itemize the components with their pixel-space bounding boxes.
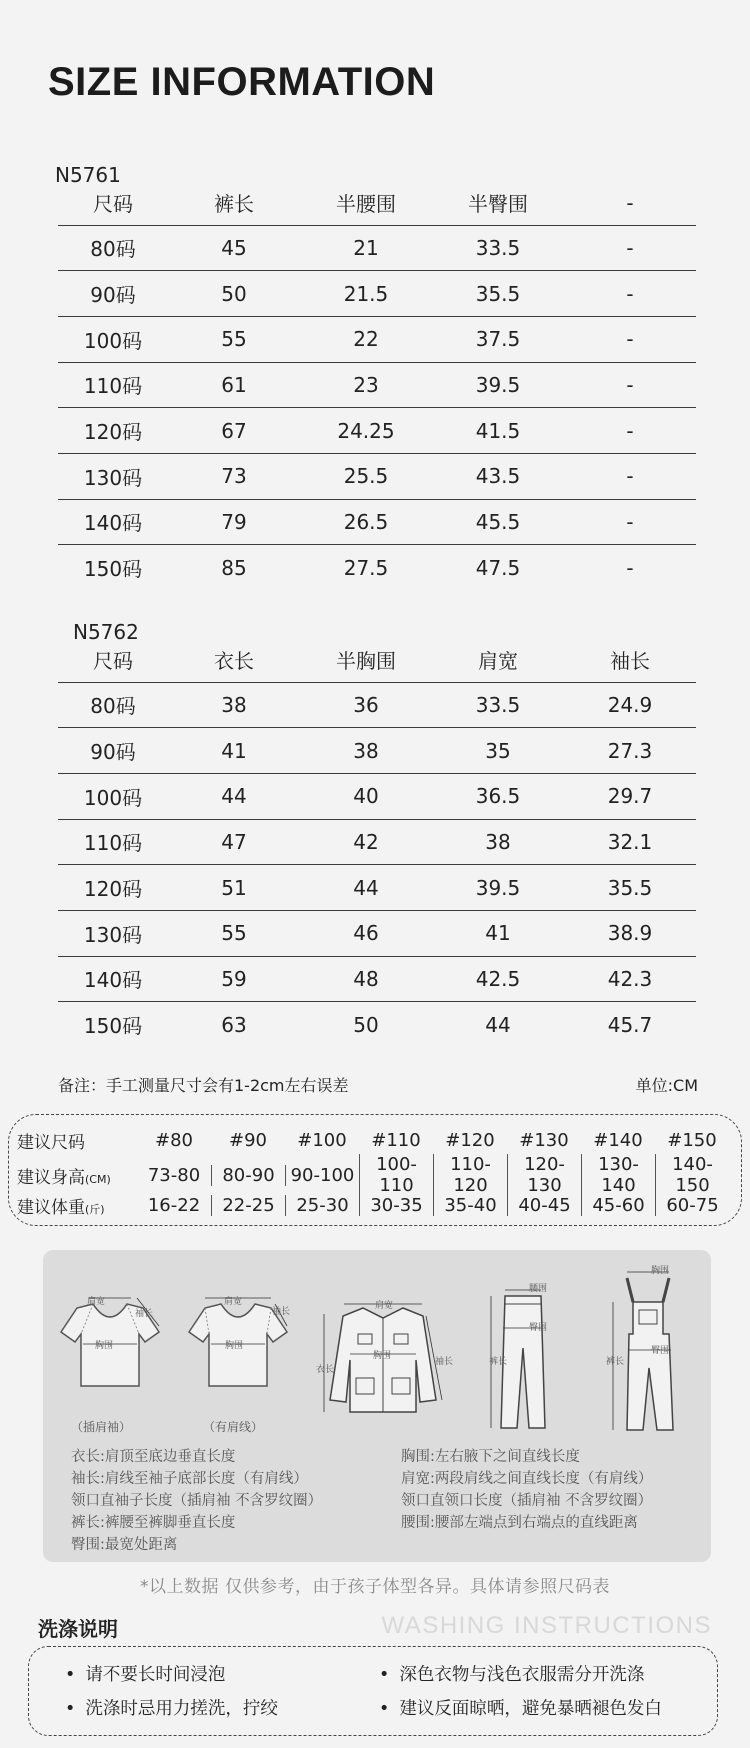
table-cell: 41.5	[432, 408, 564, 454]
recommendation-box	[8, 1114, 742, 1226]
table-cell: 150码	[83, 1014, 143, 1039]
table-cell: 36	[300, 682, 432, 728]
table-cell: 110码	[58, 819, 168, 865]
column-header: 半胸围	[300, 638, 432, 682]
recommend-size-label: 建议尺码	[17, 1132, 85, 1153]
table-cell: 44	[485, 1012, 511, 1037]
table-cell: 37.5	[432, 316, 564, 362]
table-cell: 25.5	[300, 453, 432, 499]
recommend-height-label: 建议身高(CM)	[17, 1167, 111, 1188]
chest-label-2: 胸围	[225, 1341, 244, 1351]
table-cell: -	[626, 555, 634, 580]
table-cell: 46	[300, 910, 432, 956]
disclaimer: *以上数据 仅供参考，由于孩子体型各异。具体请参照尺码表	[140, 1577, 610, 1597]
column-header: 半臀围	[432, 181, 564, 225]
table-cell: 26.5	[300, 499, 432, 545]
table-row	[58, 225, 696, 271]
table-row	[58, 271, 696, 317]
recommend-weight-cell: 22-25	[211, 1195, 285, 1216]
caption-raglan: （插肩袖）	[71, 1420, 132, 1434]
table-cell: 80码	[58, 682, 168, 728]
table-cell: 63	[221, 1012, 247, 1037]
table-cell: -	[564, 408, 696, 454]
recommend-height-cell: 110-120	[433, 1154, 507, 1196]
table-row	[58, 408, 696, 454]
table-cell: 45	[168, 225, 300, 271]
table-cell: 79	[168, 499, 300, 545]
table-cell: 35.5	[432, 271, 564, 317]
table-cell: 44	[168, 773, 300, 819]
table-cell: 24.25	[300, 408, 432, 454]
column-header: 裤长	[168, 181, 300, 225]
washing-item: • 请不要长时间浸泡	[65, 1661, 225, 1686]
table-cell: 44	[300, 865, 432, 911]
recommend-height-row	[9, 1154, 741, 1196]
table-cell: 51	[168, 865, 300, 911]
column-header: 半腰围	[300, 181, 432, 225]
column-header: 衣长	[168, 638, 300, 682]
recommend-height-cell: 73-80	[147, 1164, 201, 1186]
recommend-weight-cell: 35-40	[433, 1195, 507, 1216]
product-code-2: N5762	[73, 620, 139, 644]
recommend-height-cell: 100-110	[359, 1154, 433, 1196]
recommend-weight-cell: 25-30	[285, 1195, 359, 1216]
table-cell: 90码	[58, 271, 168, 317]
table-row	[58, 819, 696, 865]
table-cell: 120码	[58, 408, 168, 454]
recommend-size-cell: #110	[371, 1129, 421, 1151]
shoulder-label-2: 肩宽	[224, 1297, 243, 1307]
table-cell: 50	[353, 1012, 379, 1037]
table-cell: 21	[300, 225, 432, 271]
table-cell: 61	[168, 362, 300, 408]
washing-title: 洗涤说明	[38, 1617, 118, 1641]
table-cell: 33.5	[432, 225, 564, 271]
recommend-size-cell: #150	[667, 1129, 717, 1151]
table-cell: 150码	[83, 557, 143, 582]
definitions-right: 胸围:左右腋下之间直线长度 肩宽:两段肩线之间直线长度（有肩线） 领口直领口长度（插肩袖 不含罗纹圈） 腰围:腰部左端点到右端点的直线距离	[401, 1449, 653, 1531]
table-row	[58, 910, 696, 956]
table-cell: 42.3	[564, 956, 696, 1002]
recommend-weight-cell: 60-75	[655, 1195, 729, 1216]
sleeve-label-2: 袖长	[272, 1307, 291, 1317]
table-cell: -	[564, 453, 696, 499]
table-row	[58, 453, 696, 499]
table-cell: 21.5	[300, 271, 432, 317]
measurement-note: 备注：手工测量尺寸会有1-2cm左右误差	[58, 1076, 349, 1095]
washing-item: • 建议反面晾晒，避免暴晒褪色发白	[379, 1695, 662, 1720]
recommend-height-cell: 140-150	[655, 1154, 729, 1196]
shoulder-label-3: 肩宽	[375, 1301, 394, 1311]
recommend-weight-cell: 30-35	[359, 1195, 433, 1216]
recommend-height-cell: 80-90	[211, 1165, 285, 1186]
size-table-2	[58, 638, 696, 1048]
recommend-height-cell: 120-130	[507, 1154, 581, 1196]
table-cell: 41	[168, 728, 300, 774]
table-row	[58, 545, 696, 591]
size-table-1	[58, 181, 696, 591]
table-row	[58, 773, 696, 819]
table-cell: -	[564, 316, 696, 362]
waist-label: 腰围	[529, 1284, 548, 1294]
table-cell: 33.5	[432, 682, 564, 728]
table-cell: 42.5	[432, 956, 564, 1002]
pants-length-label-2: 裤长	[606, 1357, 625, 1367]
table-cell: 23	[300, 362, 432, 408]
table-row	[58, 316, 696, 362]
table-cell: 100码	[58, 316, 168, 362]
table-row	[58, 1002, 696, 1048]
recommend-height-cell: 90-100	[285, 1165, 359, 1186]
recommend-weight-row	[9, 1191, 741, 1219]
washing-item: • 洗涤时忌用力搓洗，拧绞	[65, 1695, 278, 1720]
definitions-left: 衣长:肩顶至底边垂直长度 袖长:肩线至袖子底部长度（有肩线） 领口直袖子长度（插肩袖 不含罗纹圈） 裤长:裤腰至裤脚垂直长度 臀围:最宽处距离	[71, 1449, 323, 1553]
table-cell: -	[564, 225, 696, 271]
table-row	[58, 499, 696, 545]
table-cell: 73	[168, 453, 300, 499]
table-cell: 45.7	[607, 1012, 653, 1037]
table-cell: 48	[300, 956, 432, 1002]
table-cell: 41	[432, 910, 564, 956]
table-cell: 35	[432, 728, 564, 774]
table-cell: 55	[168, 316, 300, 362]
recommend-height-cell: 130-140	[581, 1154, 655, 1196]
table-cell: 140码	[58, 499, 168, 545]
caption-shoulder-seam: （有肩线）	[203, 1420, 264, 1434]
table-row	[58, 728, 696, 774]
recommend-weight-label: 建议体重(斤)	[17, 1197, 105, 1218]
column-header: -	[564, 181, 696, 225]
table-cell: 59	[168, 956, 300, 1002]
washing-title-en: WASHING INSTRUCTIONS	[381, 1612, 712, 1639]
table-cell: 85	[221, 555, 247, 580]
table-cell: 110码	[58, 362, 168, 408]
table-cell: 55	[168, 910, 300, 956]
recommend-size-cell: #90	[229, 1129, 267, 1151]
table-row	[58, 682, 696, 728]
recommend-weight-cell: 40-45	[507, 1195, 581, 1216]
table-cell: 38	[168, 682, 300, 728]
recommend-weight-cell: 16-22	[147, 1194, 201, 1216]
recommend-size-cell: #140	[593, 1129, 643, 1151]
chest-label-1: 胸围	[95, 1341, 114, 1351]
hip-label-2: 臀围	[651, 1346, 670, 1356]
table-cell: 39.5	[432, 362, 564, 408]
recommend-size-cell: #120	[445, 1129, 495, 1151]
table-cell: 38	[432, 819, 564, 865]
pants-length-label-1: 裤长	[489, 1357, 508, 1367]
column-header: 肩宽	[432, 638, 564, 682]
product-code-1: N5761	[55, 163, 121, 187]
column-header: 尺码	[58, 638, 168, 682]
sleeve-label-3: 袖长	[435, 1357, 454, 1367]
measurement-diagram	[43, 1250, 711, 1562]
table-cell: 39.5	[432, 865, 564, 911]
table-cell: 67	[168, 408, 300, 454]
table-cell: 120码	[58, 865, 168, 911]
table-cell: 27.5	[343, 555, 389, 580]
table-cell: -	[564, 362, 696, 408]
recommend-size-cell: #80	[155, 1129, 193, 1151]
table-cell: 47.5	[475, 555, 521, 580]
table-cell: -	[564, 271, 696, 317]
table-cell: 43.5	[432, 453, 564, 499]
sleeve-label-1: 袖长	[135, 1309, 154, 1319]
washing-box	[28, 1646, 718, 1736]
recommend-weight-cell: 45-60	[581, 1195, 655, 1216]
table-cell: 140码	[58, 956, 168, 1002]
table-cell: 22	[300, 316, 432, 362]
table-cell: -	[564, 499, 696, 545]
table-cell: 36.5	[432, 773, 564, 819]
table-cell: 130码	[58, 910, 168, 956]
recommend-size-row	[9, 1125, 741, 1155]
table-cell: 29.7	[564, 773, 696, 819]
table-cell: 40	[300, 773, 432, 819]
table-cell: 27.3	[564, 728, 696, 774]
table-cell: 24.9	[564, 682, 696, 728]
table-cell: 42	[300, 819, 432, 865]
unit-note: 单位:CM	[635, 1076, 698, 1095]
table-cell: 50	[168, 271, 300, 317]
table-cell: 100码	[58, 773, 168, 819]
shoulder-label-1: 肩宽	[87, 1297, 106, 1307]
table-cell: 38	[300, 728, 432, 774]
table-row	[58, 956, 696, 1002]
table-row	[58, 865, 696, 911]
recommend-size-cell: #130	[519, 1129, 569, 1151]
table-cell: 47	[168, 819, 300, 865]
recommend-size-cell: #100	[297, 1129, 347, 1151]
table-row	[58, 362, 696, 408]
table-cell: 32.1	[564, 819, 696, 865]
washing-item: • 深色衣物与浅色衣服需分开洗涤	[379, 1661, 644, 1686]
hip-label-1: 臀围	[529, 1323, 548, 1333]
table-cell: 45.5	[432, 499, 564, 545]
length-label-3: 衣长	[316, 1365, 335, 1375]
table-cell: 35.5	[564, 865, 696, 911]
column-header: 尺码	[58, 181, 168, 225]
column-header: 袖长	[564, 638, 696, 682]
table-cell: 130码	[58, 453, 168, 499]
chest-label-3: 胸围	[373, 1351, 392, 1361]
page-title: SIZE INFORMATION	[48, 60, 436, 104]
chest-label-4: 胸围	[651, 1266, 670, 1276]
table-cell: 80码	[58, 225, 168, 271]
table-cell: 90码	[58, 728, 168, 774]
table-cell: 38.9	[564, 910, 696, 956]
